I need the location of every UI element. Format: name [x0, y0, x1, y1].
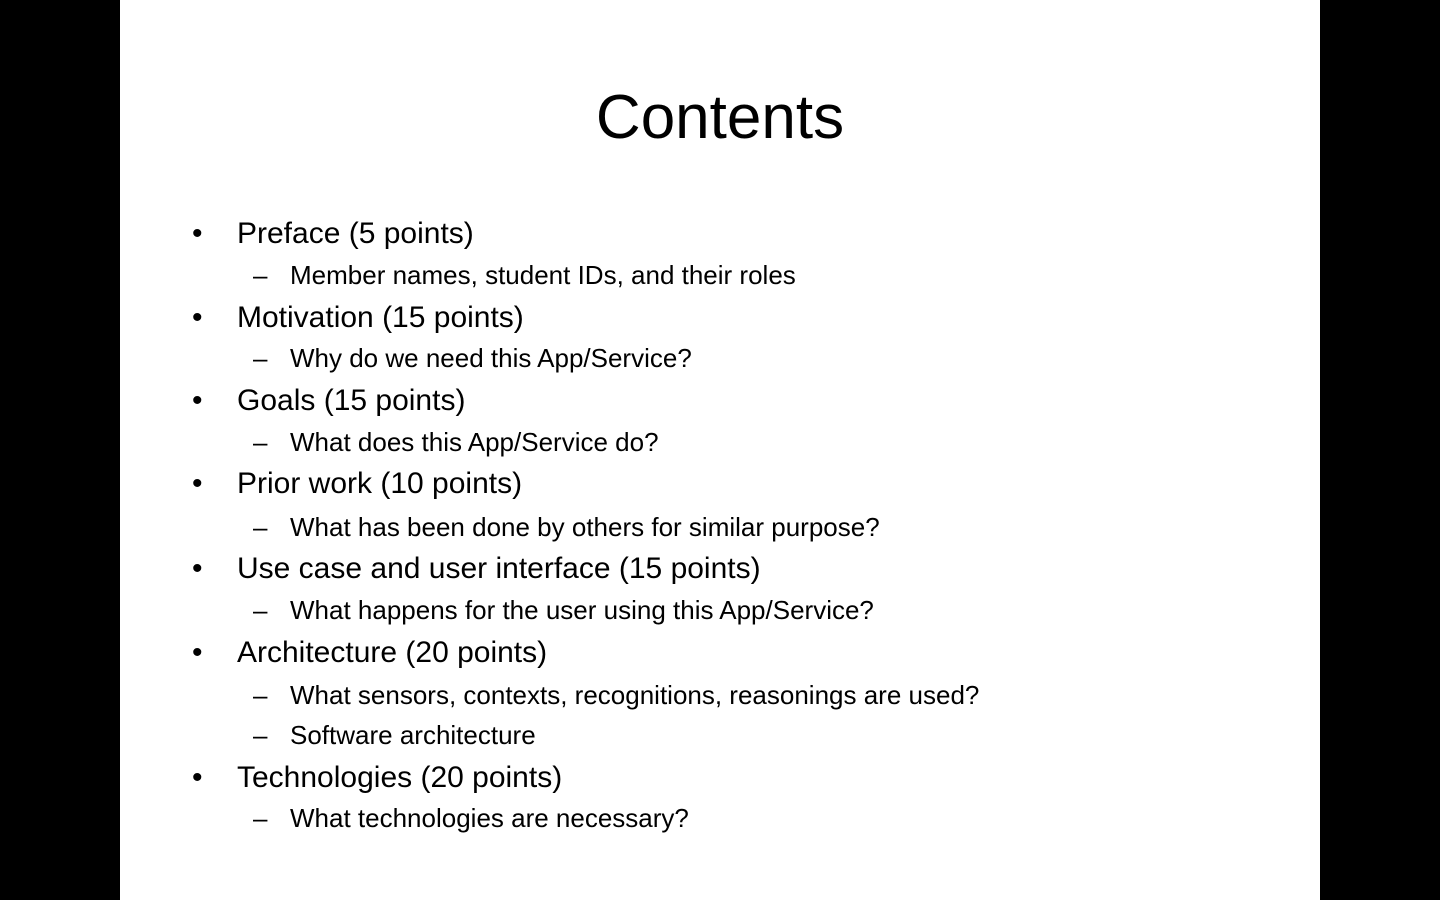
sub-bullet-marker: – — [253, 512, 268, 542]
sub-bullet-marker: – — [253, 427, 268, 457]
sub-bullet-text: What has been done by others for similar purpose? — [290, 512, 880, 542]
sub-bullet-marker: – — [253, 680, 268, 710]
slide — [120, 0, 1320, 900]
sub-bullet-text: Member names, student IDs, and their roles — [290, 260, 796, 290]
bullet-marker: • — [192, 384, 203, 417]
bullet-text: Technologies (20 points) — [237, 761, 563, 794]
sub-bullet-text: Why do we need this App/Service? — [290, 343, 692, 373]
bullet-text: Architecture (20 points) — [237, 636, 548, 669]
sub-bullet-marker: – — [253, 343, 268, 373]
slide-title: Contents — [595, 83, 845, 152]
bullet-text: Prior work (10 points) — [237, 467, 523, 500]
bullet-marker: • — [192, 636, 203, 669]
bullet-text: Motivation (15 points) — [237, 301, 524, 334]
bullet-marker: • — [192, 761, 203, 794]
bullet-marker: • — [192, 467, 203, 500]
bullet-marker: • — [192, 217, 203, 250]
contents-list — [120, 0, 1320, 900]
bullet-text: Use case and user interface (15 points) — [237, 552, 761, 585]
sub-bullet-marker: – — [253, 595, 268, 625]
sub-bullet-text: What happens for the user using this App/Service? — [290, 595, 874, 625]
sub-bullet-text: What sensors, contexts, recognitions, reasonings are used? — [290, 680, 980, 710]
bullet-marker: • — [192, 552, 203, 585]
sub-bullet-marker: – — [253, 720, 268, 750]
bullet-text: Goals (15 points) — [237, 384, 466, 417]
bullet-marker: • — [192, 301, 203, 334]
bullet-text: Preface (5 points) — [237, 217, 474, 250]
sub-bullet-marker: – — [253, 803, 268, 833]
sub-bullet-text: Software architecture — [290, 720, 536, 750]
sub-bullet-text: What does this App/Service do? — [290, 427, 659, 457]
sub-bullet-text: What technologies are necessary? — [290, 803, 689, 833]
sub-bullet-marker: – — [253, 260, 268, 290]
